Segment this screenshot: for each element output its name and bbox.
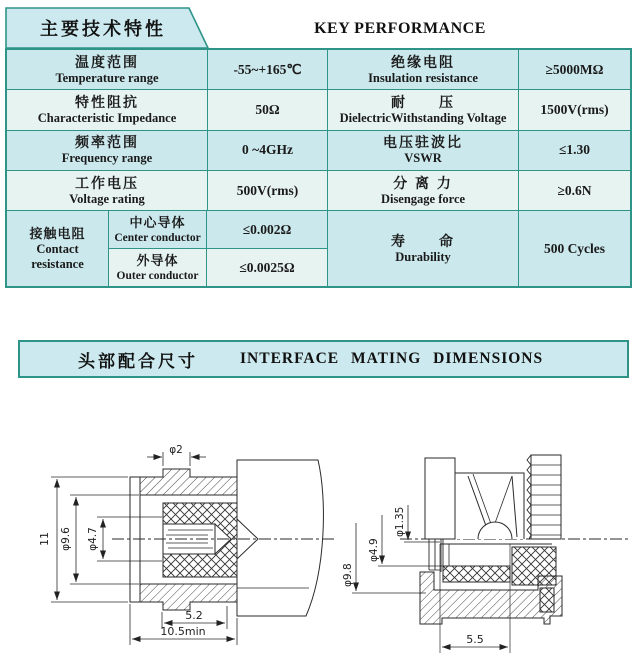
- sub-row-center-conductor: [109, 211, 327, 249]
- param-en: Voltage rating: [69, 191, 145, 206]
- dim-11: [38, 477, 128, 602]
- dim-phi2: [147, 444, 206, 466]
- param-cn: 电压驻波比: [383, 134, 463, 151]
- left-connector-drawing: [38, 444, 334, 645]
- param-en: Outer conductor: [116, 269, 199, 282]
- sub-row-outer-conductor: [109, 249, 327, 286]
- param-en: Insulation resistance: [368, 70, 478, 85]
- param-value: ≥5000MΩ: [545, 61, 604, 77]
- param-value: 500 Cycles: [543, 240, 606, 256]
- param-cn: 外导体: [136, 252, 179, 268]
- value-cell: [207, 211, 327, 248]
- value-cell: [519, 171, 630, 210]
- dimension-label: φ4.7: [87, 527, 99, 551]
- param-value: ≤0.0025Ω: [239, 259, 295, 275]
- param-value: -55~+165℃: [233, 61, 302, 77]
- param-cn: 工作电压: [75, 174, 139, 191]
- banner-title-cn: 主要技术特性: [40, 18, 166, 39]
- contact-resistance-group-cell: [7, 211, 109, 286]
- value-cell: [208, 131, 328, 170]
- table-row: [7, 90, 630, 130]
- param-value: ≤0.002Ω: [242, 221, 292, 237]
- param-cell: [328, 50, 519, 89]
- dimension-label: φ9.8: [342, 563, 354, 587]
- banner2-title-en: INTERFACE MATING DIMENSIONS: [240, 350, 544, 367]
- param-cn: 耐 压: [391, 93, 455, 110]
- contact-resistance-subrows: [109, 211, 328, 286]
- param-cell: [328, 171, 519, 210]
- right-connector-drawing: [342, 455, 630, 653]
- table-row: [7, 171, 630, 211]
- param-cell: [109, 249, 207, 286]
- value-cell: [208, 50, 328, 89]
- param-cell: [328, 90, 519, 129]
- param-en: Temperature range: [55, 70, 159, 85]
- dimension-label: 5.2: [185, 609, 203, 622]
- spec-table: [5, 48, 632, 288]
- param-en: Durability: [395, 249, 451, 264]
- value-cell: [208, 171, 328, 210]
- dimension-label: 5.5: [466, 633, 484, 646]
- param-value: ≥0.6N: [557, 182, 592, 198]
- interface-dimensions-banner: [18, 340, 629, 378]
- value-cell: [207, 249, 327, 286]
- dim-phi96: [60, 495, 139, 584]
- param-en: Center conductor: [114, 231, 201, 244]
- banner-title-en: KEY PERFORMANCE: [314, 20, 486, 37]
- param-value: 0 ~4GHz: [242, 142, 293, 158]
- dimension-label: φ1.35: [394, 506, 406, 537]
- param-cell: [328, 211, 519, 286]
- dimension-label: φ4.9: [368, 538, 380, 562]
- param-cn: 温度范围: [75, 53, 139, 70]
- value-cell: [519, 211, 630, 286]
- param-en: Frequency range: [61, 151, 153, 166]
- param-cn: 特性阻抗: [75, 93, 139, 110]
- param-en: VSWR: [404, 151, 442, 166]
- param-cell: [109, 211, 207, 248]
- value-cell: [208, 90, 328, 129]
- value-cell: [519, 131, 630, 170]
- banner2-title-cn: 头部配合尺寸: [78, 351, 198, 371]
- param-cn: 中心导体: [129, 214, 186, 230]
- technical-drawings: [0, 420, 636, 659]
- param-cell: [7, 90, 208, 129]
- param-cn: 频率范围: [75, 134, 139, 151]
- param-cell: [7, 131, 208, 170]
- param-cn: 接触电阻: [29, 226, 86, 242]
- param-cn: 分 离 力: [393, 174, 453, 191]
- param-en: Disengage force: [380, 191, 466, 206]
- param-value: 50Ω: [255, 101, 280, 117]
- param-value: 1500V(rms): [540, 101, 609, 117]
- dimension-label: 10.5min: [160, 625, 206, 638]
- param-en: resistance: [31, 257, 84, 272]
- param-value: 500V(rms): [236, 182, 299, 198]
- param-cell: [328, 131, 519, 170]
- dimension-label: φ9.6: [60, 527, 72, 551]
- param-value: ≤1.30: [558, 142, 591, 158]
- param-cn: 绝缘电阻: [391, 53, 455, 70]
- param-en: DielectricWithstanding Voltage: [339, 110, 507, 125]
- value-cell: [519, 50, 630, 89]
- dimension-label: 11: [38, 532, 51, 546]
- dimension-label: φ2: [169, 444, 183, 456]
- table-row-contact-resistance: [7, 211, 630, 286]
- param-en: Contact: [36, 242, 79, 257]
- param-cn: 寿 命: [391, 232, 455, 249]
- param-en: Characteristic Impedance: [37, 110, 177, 125]
- param-cell: [7, 50, 208, 89]
- param-cell: [7, 171, 208, 210]
- value-cell: [519, 90, 630, 129]
- table-row: [7, 50, 630, 90]
- dim-phi98: [342, 523, 426, 593]
- table-row: [7, 131, 630, 171]
